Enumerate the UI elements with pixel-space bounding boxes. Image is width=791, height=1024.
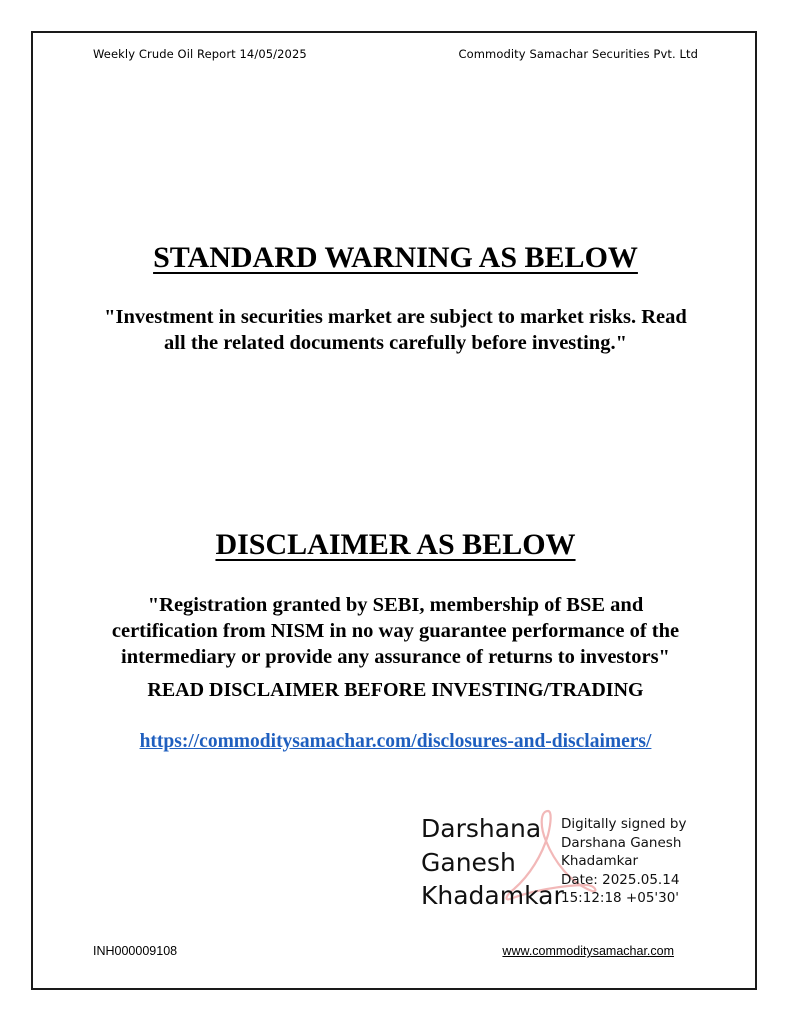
disclaimer-link[interactable]: https://commoditysamachar.com/disclosures-and-disclaimers/	[139, 731, 652, 752]
warning-heading: STANDARD WARNING AS BELOW	[153, 241, 638, 274]
disclaimer-text	[40, 592, 751, 670]
signature-detail-line: Darshana Ganesh	[561, 834, 682, 851]
disclaimer-line: "Registration granted by SEBI, membership of BSE and	[147, 594, 644, 616]
disclaimer-line: certification from NISM in no way guarantee performance of the	[111, 620, 680, 642]
signature-detail-line: Date: 2025.05.14	[561, 871, 680, 888]
warning-text	[40, 304, 751, 356]
warning-line: "Investment in securities market are subject to market risks. Read	[104, 306, 687, 328]
header-report-title: Weekly Crude Oil Report 14/05/2025	[93, 47, 307, 61]
signature-detail-line: 15:12:18 +05'30'	[561, 890, 680, 906]
signature-name-line: Khadamkar	[421, 881, 564, 910]
signature-details	[561, 815, 686, 908]
signature-name	[421, 812, 564, 913]
read-disclaimer-notice: READ DISCLAIMER BEFORE INVESTING/TRADING	[147, 679, 644, 701]
footer-registration-number: INH000009108	[93, 944, 178, 958]
header-company-name: Commodity Samachar Securities Pvt. Ltd	[458, 47, 698, 61]
disclaimer-heading: DISCLAIMER AS BELOW	[215, 528, 576, 561]
warning-line: all the related documents carefully before investing."	[164, 332, 627, 354]
footer-website-link[interactable]: www.commoditysamachar.com	[502, 944, 674, 958]
signature-name-line: Ganesh	[421, 847, 516, 877]
signature-detail-line: Digitally signed by	[561, 816, 687, 832]
signature-detail-line: Khadamkar	[561, 853, 639, 869]
disclaimer-line: intermediary or provide any assurance of returns to investors"	[121, 646, 670, 668]
signature-name-line: Darshana	[421, 814, 542, 843]
